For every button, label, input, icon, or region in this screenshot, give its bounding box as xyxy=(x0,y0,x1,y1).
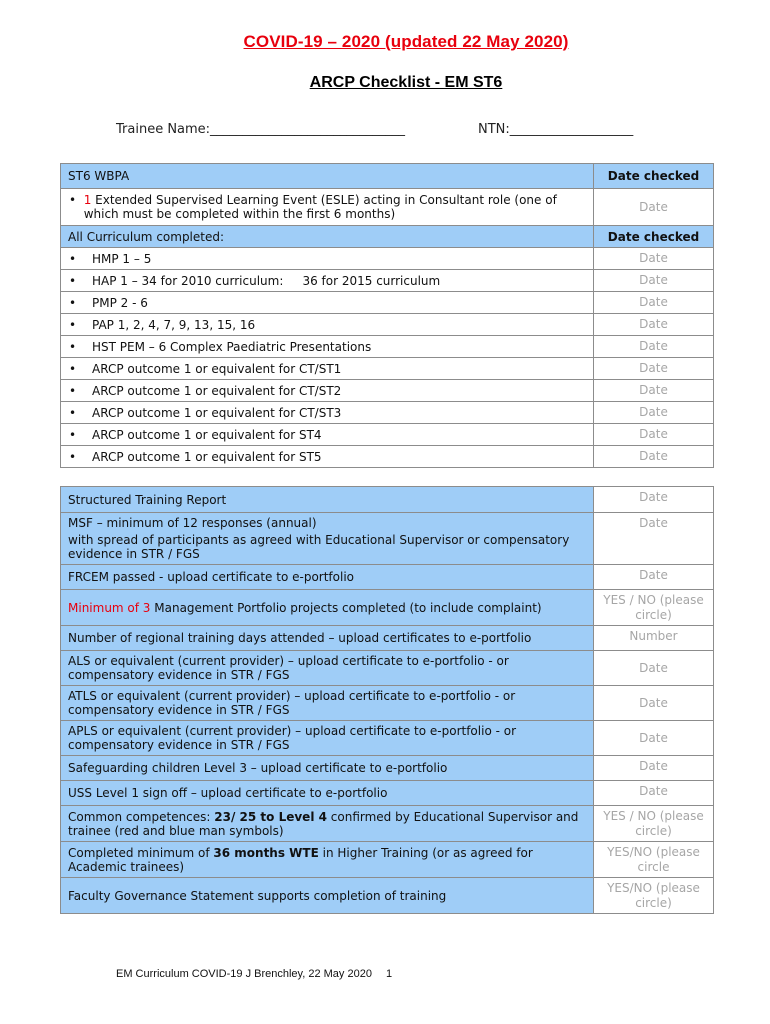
curriculum-row xyxy=(61,248,714,270)
als-date[interactable]: Date xyxy=(594,651,714,686)
curriculum-section-title: All Curriculum completed: xyxy=(61,226,594,248)
common-competences-answer[interactable]: YES / NO (please circle) xyxy=(594,806,714,842)
als-label: ALS or equivalent (current provider) – upload certificate to e-portfolio - or compensatory evidence in STR / FGS xyxy=(61,651,594,686)
curriculum-row xyxy=(61,292,714,314)
curriculum-item-label: PAP 1, 2, 4, 7, 9, 13, 15, 16 xyxy=(92,317,256,332)
bullet-icon: • xyxy=(69,449,77,464)
safeguarding-date[interactable]: Date xyxy=(594,756,714,781)
atls-date[interactable]: Date xyxy=(594,686,714,721)
bullet-icon: • xyxy=(69,193,77,207)
uss-label: USS Level 1 sign off – upload certificate to e-portfolio xyxy=(61,781,594,806)
curriculum-item-label: HAP 1 – 34 for 2010 curriculum: 36 for 2015 curriculum xyxy=(92,273,441,288)
str-label: Structured Training Report xyxy=(61,487,594,513)
msf-date[interactable]: Date xyxy=(594,513,714,565)
curriculum-item-label: PMP 2 - 6 xyxy=(92,295,148,310)
atls-label: ATLS or equivalent (current provider) – upload certificate to e-portfolio - or compensatory evidence in STR / FGS xyxy=(61,686,594,721)
curriculum-item-date[interactable]: Date xyxy=(594,358,714,380)
curriculum-row xyxy=(61,314,714,336)
safeguarding-label: Safeguarding children Level 3 – upload certificate to e-portfolio xyxy=(61,756,594,781)
esle-number: 1 xyxy=(83,193,92,207)
str-date[interactable]: Date xyxy=(594,487,714,513)
wbpa-section-title: ST6 WBPA xyxy=(61,164,594,189)
esle-row xyxy=(61,189,594,226)
document-title: COVID-19 – 2020 (updated 22 May 2020) xyxy=(243,32,569,51)
curriculum-item-date[interactable]: Date xyxy=(594,424,714,446)
esle-date[interactable]: Date xyxy=(594,189,714,226)
frcem-label: FRCEM passed - upload certificate to e-portfolio xyxy=(61,565,594,590)
trainee-name-field[interactable]: Trainee Name:______________________________ xyxy=(116,122,406,137)
regional-days-label: Number of regional training days attended – upload certificates to e-portfolio xyxy=(61,626,594,651)
curriculum-item-date[interactable]: Date xyxy=(594,270,714,292)
regional-days-answer[interactable]: Number xyxy=(594,626,714,651)
page-number: 1 xyxy=(385,968,393,980)
curriculum-item-date[interactable]: Date xyxy=(594,248,714,270)
curriculum-row xyxy=(61,402,714,424)
faculty-governance-label: Faculty Governance Statement supports completion of training xyxy=(61,878,594,914)
checklist-title: ARCP Checklist - EM ST6 xyxy=(309,74,503,91)
msf-label: MSF – minimum of 12 responses (annual) with spread of participants as agreed with Educational Supervisor or compensatory evidence in STR / FGS xyxy=(61,513,594,565)
wbpa-table xyxy=(60,163,714,468)
date-checked-header: Date checked xyxy=(594,164,714,189)
apls-label: APLS or equivalent (current provider) – upload certificate to e-portfolio - or compensatory evidence in STR / FGS xyxy=(61,721,594,756)
bullet-icon: • xyxy=(69,251,77,266)
curriculum-item-label: ARCP outcome 1 or equivalent for ST5 xyxy=(92,449,322,464)
curriculum-row xyxy=(61,358,714,380)
bullet-icon: • xyxy=(69,273,77,288)
esle-text: Extended Supervised Learning Event (ESLE) acting in Consultant role (one of which must be completed within the first 6 months) xyxy=(83,193,557,221)
curriculum-item-date[interactable]: Date xyxy=(594,402,714,424)
curriculum-item-label: ARCP outcome 1 or equivalent for ST4 xyxy=(92,427,322,442)
curriculum-item-date[interactable]: Date xyxy=(594,446,714,468)
curriculum-item-date[interactable]: Date xyxy=(594,292,714,314)
curriculum-row xyxy=(61,270,714,292)
date-checked-header-2: Date checked xyxy=(594,226,714,248)
bullet-icon: • xyxy=(69,317,77,332)
higher-training-answer[interactable]: YES/NO (please circle xyxy=(594,842,714,878)
curriculum-row xyxy=(61,424,714,446)
higher-training-label: Completed minimum of 36 months WTE in Higher Training (or as agreed for Academic trainees) xyxy=(61,842,594,878)
curriculum-row xyxy=(61,380,714,402)
bullet-icon: • xyxy=(69,405,77,420)
requirements-table xyxy=(60,486,714,914)
curriculum-item-label: ARCP outcome 1 or equivalent for CT/ST1 xyxy=(92,361,342,376)
curriculum-item-date[interactable]: Date xyxy=(594,314,714,336)
frcem-date[interactable]: Date xyxy=(594,565,714,590)
curriculum-item-label: HST PEM – 6 Complex Paediatric Presentations xyxy=(92,339,372,354)
curriculum-item-label: ARCP outcome 1 or equivalent for CT/ST3 xyxy=(92,405,342,420)
page-footer xyxy=(116,968,392,980)
apls-date[interactable]: Date xyxy=(594,721,714,756)
bullet-icon: • xyxy=(69,361,77,376)
bullet-icon: • xyxy=(69,427,77,442)
curriculum-item-date[interactable]: Date xyxy=(594,336,714,358)
bullet-icon: • xyxy=(69,383,77,398)
bullet-icon: • xyxy=(69,295,77,310)
ntn-field[interactable]: NTN:___________________ xyxy=(478,122,634,137)
management-answer[interactable]: YES / NO (please circle) xyxy=(594,590,714,626)
curriculum-item-label: ARCP outcome 1 or equivalent for CT/ST2 xyxy=(92,383,342,398)
curriculum-row xyxy=(61,446,714,468)
curriculum-row xyxy=(61,336,714,358)
bullet-icon: • xyxy=(69,339,77,354)
faculty-governance-answer[interactable]: YES/NO (please circle) xyxy=(594,878,714,914)
uss-date[interactable]: Date xyxy=(594,781,714,806)
curriculum-item-label: HMP 1 – 5 xyxy=(92,251,152,266)
common-competences-label: Common competences: 23/ 25 to Level 4 confirmed by Educational Supervisor and trainee (red and blue man symbols) xyxy=(61,806,594,842)
management-label: Minimum of 3 Management Portfolio projects completed (to include complaint) xyxy=(61,590,594,626)
curriculum-item-date[interactable]: Date xyxy=(594,380,714,402)
footer-text: EM Curriculum COVID-19 J Brenchley, 22 May 2020 xyxy=(116,968,372,980)
